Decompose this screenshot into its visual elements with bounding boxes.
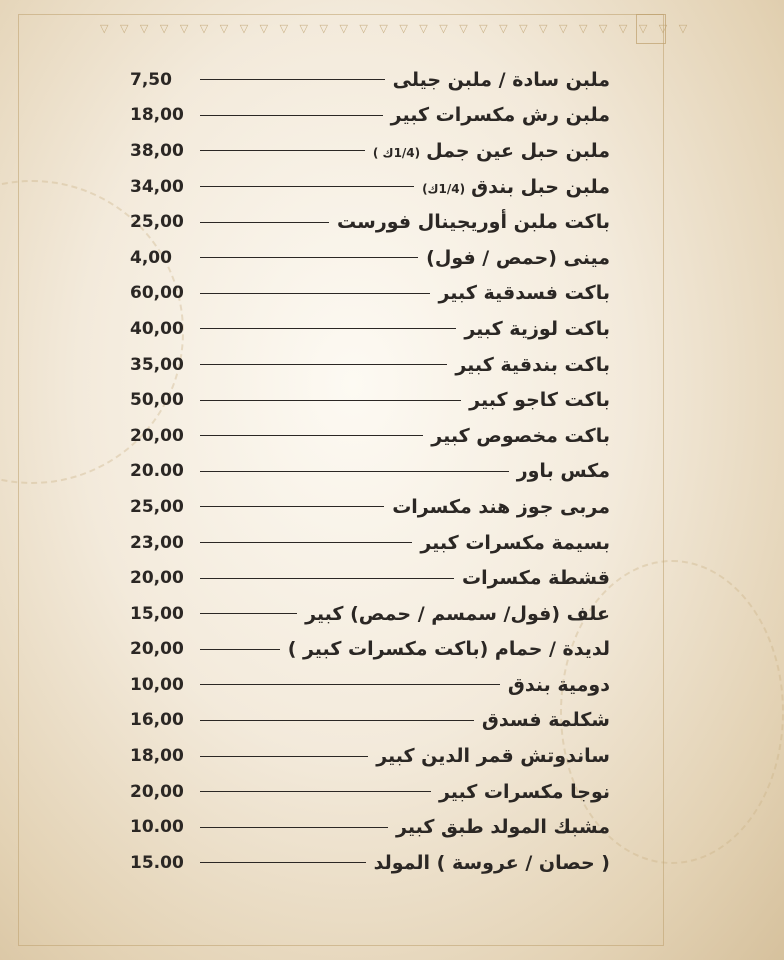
item-price: 35,00	[130, 354, 184, 375]
menu-item-row	[130, 596, 610, 632]
item-price: 20,00	[130, 639, 184, 660]
item-price: 25,00	[130, 212, 184, 233]
menu-item-row	[130, 703, 610, 739]
item-price: 4,00	[130, 247, 172, 268]
item-name-text: مينى (حمص / فول)	[426, 246, 610, 269]
item-name	[508, 674, 610, 696]
item-price: 18,00	[130, 105, 184, 126]
leader-line	[200, 79, 385, 80]
item-name-text: مشبك المولد طبق كبير	[396, 816, 610, 839]
item-name	[431, 425, 610, 447]
menu-item-row	[130, 845, 610, 881]
item-price: 20,00	[130, 425, 184, 446]
leader-line	[200, 578, 454, 579]
item-name-text: ملبن سادة / ملبن جيلى	[392, 68, 610, 91]
item-price: 50,00	[130, 390, 184, 411]
menu-item-row	[130, 169, 610, 205]
leader-line	[200, 756, 368, 757]
item-price: 40,00	[130, 318, 184, 339]
item-name	[376, 745, 610, 767]
item-name	[438, 282, 610, 304]
menu-item-row	[130, 525, 610, 561]
leader-line	[200, 613, 297, 614]
item-name	[462, 567, 610, 589]
item-name	[469, 389, 610, 411]
item-price: 20.00	[130, 461, 184, 482]
item-name	[337, 211, 610, 233]
menu-item-row	[130, 667, 610, 703]
item-price: 7,50	[130, 69, 172, 90]
item-note: (1/4ك )	[372, 145, 421, 160]
menu-item-row	[130, 632, 610, 668]
item-price: 10,00	[130, 674, 184, 695]
leader-line	[200, 720, 474, 721]
item-name-text: باكت كاجو كبير	[469, 389, 610, 412]
item-name	[392, 496, 610, 518]
menu-item-row	[130, 560, 610, 596]
leader-line	[200, 684, 500, 685]
leader-line	[200, 827, 388, 828]
leader-line	[200, 400, 461, 401]
leader-line	[200, 115, 383, 116]
leader-line	[200, 186, 414, 187]
item-name-text: ملبن رش مكسرات كبير	[390, 104, 610, 127]
menu-item-row	[130, 204, 610, 240]
item-name-text: ملبن حبل عين جمل	[426, 139, 610, 162]
item-name-text: باكت مخصوص كبير	[431, 424, 610, 447]
menu-item-row	[130, 774, 610, 810]
item-price: 25,00	[130, 496, 184, 517]
item-name	[396, 816, 610, 838]
item-name	[426, 247, 610, 269]
item-name	[305, 603, 610, 625]
item-name	[422, 176, 610, 198]
item-price: 18,00	[130, 746, 184, 767]
item-name	[374, 852, 610, 874]
item-price: 20,00	[130, 781, 184, 802]
item-name-text: مربى جوز هند مكسرات	[392, 495, 610, 518]
item-name-text: لديدة / حمام (باكت مكسرات كبير )	[287, 638, 610, 661]
item-price: 20,00	[130, 568, 184, 589]
item-name-text: ساندوتش قمر الدين كبير	[376, 745, 610, 768]
item-price: 23,00	[130, 532, 184, 553]
item-name-text: باكت لوزية كبير	[464, 317, 610, 340]
item-price: 34,00	[130, 176, 184, 197]
item-name-text: مكس باور	[516, 460, 610, 483]
item-price: 38,00	[130, 140, 184, 161]
frame-corner-ornament	[636, 14, 666, 44]
item-name	[420, 532, 610, 554]
item-name	[439, 781, 610, 803]
frame-top-pattern: ▽ ▽ ▽ ▽ ▽ ▽ ▽ ▽ ▽ ▽ ▽ ▽ ▽ ▽ ▽ ▽ ▽ ▽ ▽ ▽ ▽ ▽ ▽ ▽ ▽ ▽ ▽ ▽ ▽ ▽	[100, 22, 692, 35]
item-price: 60,00	[130, 283, 184, 304]
item-name	[373, 140, 610, 162]
leader-line	[200, 471, 509, 472]
menu-item-row	[130, 454, 610, 490]
item-name-text: قشطة مكسرات	[462, 567, 610, 590]
item-name-text: باكت فسدقية كبير	[438, 282, 610, 305]
leader-line	[200, 542, 412, 543]
leader-line	[200, 506, 384, 507]
item-name-text: دومية بندق	[507, 673, 610, 696]
item-name-text: شكلمة فسدق	[481, 709, 610, 732]
item-note: (1/4ك)	[422, 181, 466, 196]
menu-item-row	[130, 738, 610, 774]
item-name	[288, 638, 610, 660]
menu-item-row	[130, 240, 610, 276]
leader-line	[200, 649, 280, 650]
leader-line	[200, 791, 431, 792]
item-name-text: باكت بندقية كبير	[455, 353, 610, 376]
item-name	[464, 318, 610, 340]
item-name-text: بسيمة مكسرات كبير	[420, 531, 610, 554]
menu-item-row	[130, 276, 610, 312]
item-name	[391, 104, 610, 126]
item-name	[482, 709, 610, 731]
item-name-text: ( حصان / عروسة ) المولد	[373, 851, 610, 874]
price-list	[130, 62, 610, 881]
leader-line	[200, 435, 423, 436]
leader-line	[200, 257, 418, 258]
item-price: 16,00	[130, 710, 184, 731]
leader-line	[200, 328, 456, 329]
menu-item-row	[130, 382, 610, 418]
leader-line	[200, 862, 366, 863]
item-name	[517, 460, 610, 482]
menu-item-row	[130, 62, 610, 98]
menu-item-row	[130, 347, 610, 383]
item-name-text: ملبن حبل بندق	[471, 175, 610, 198]
item-name-text: باكت ملبن أوريجينال فورست	[337, 211, 610, 234]
item-name	[455, 354, 610, 376]
menu-item-row	[130, 311, 610, 347]
menu-item-row	[130, 489, 610, 525]
item-price: 10.00	[130, 817, 184, 838]
menu-item-row	[130, 418, 610, 454]
item-name-text: علف (فول/ سمسم / حمص) كبير	[305, 602, 610, 625]
item-name-text: نوجا مكسرات كبير	[438, 780, 610, 803]
leader-line	[200, 150, 365, 151]
menu-item-row	[130, 98, 610, 134]
leader-line	[200, 364, 447, 365]
item-price: 15,00	[130, 603, 184, 624]
item-name	[393, 69, 610, 91]
leader-line	[200, 222, 329, 223]
menu-item-row	[130, 809, 610, 845]
leader-line	[200, 293, 430, 294]
menu-item-row	[130, 133, 610, 169]
item-price: 15.00	[130, 852, 184, 873]
